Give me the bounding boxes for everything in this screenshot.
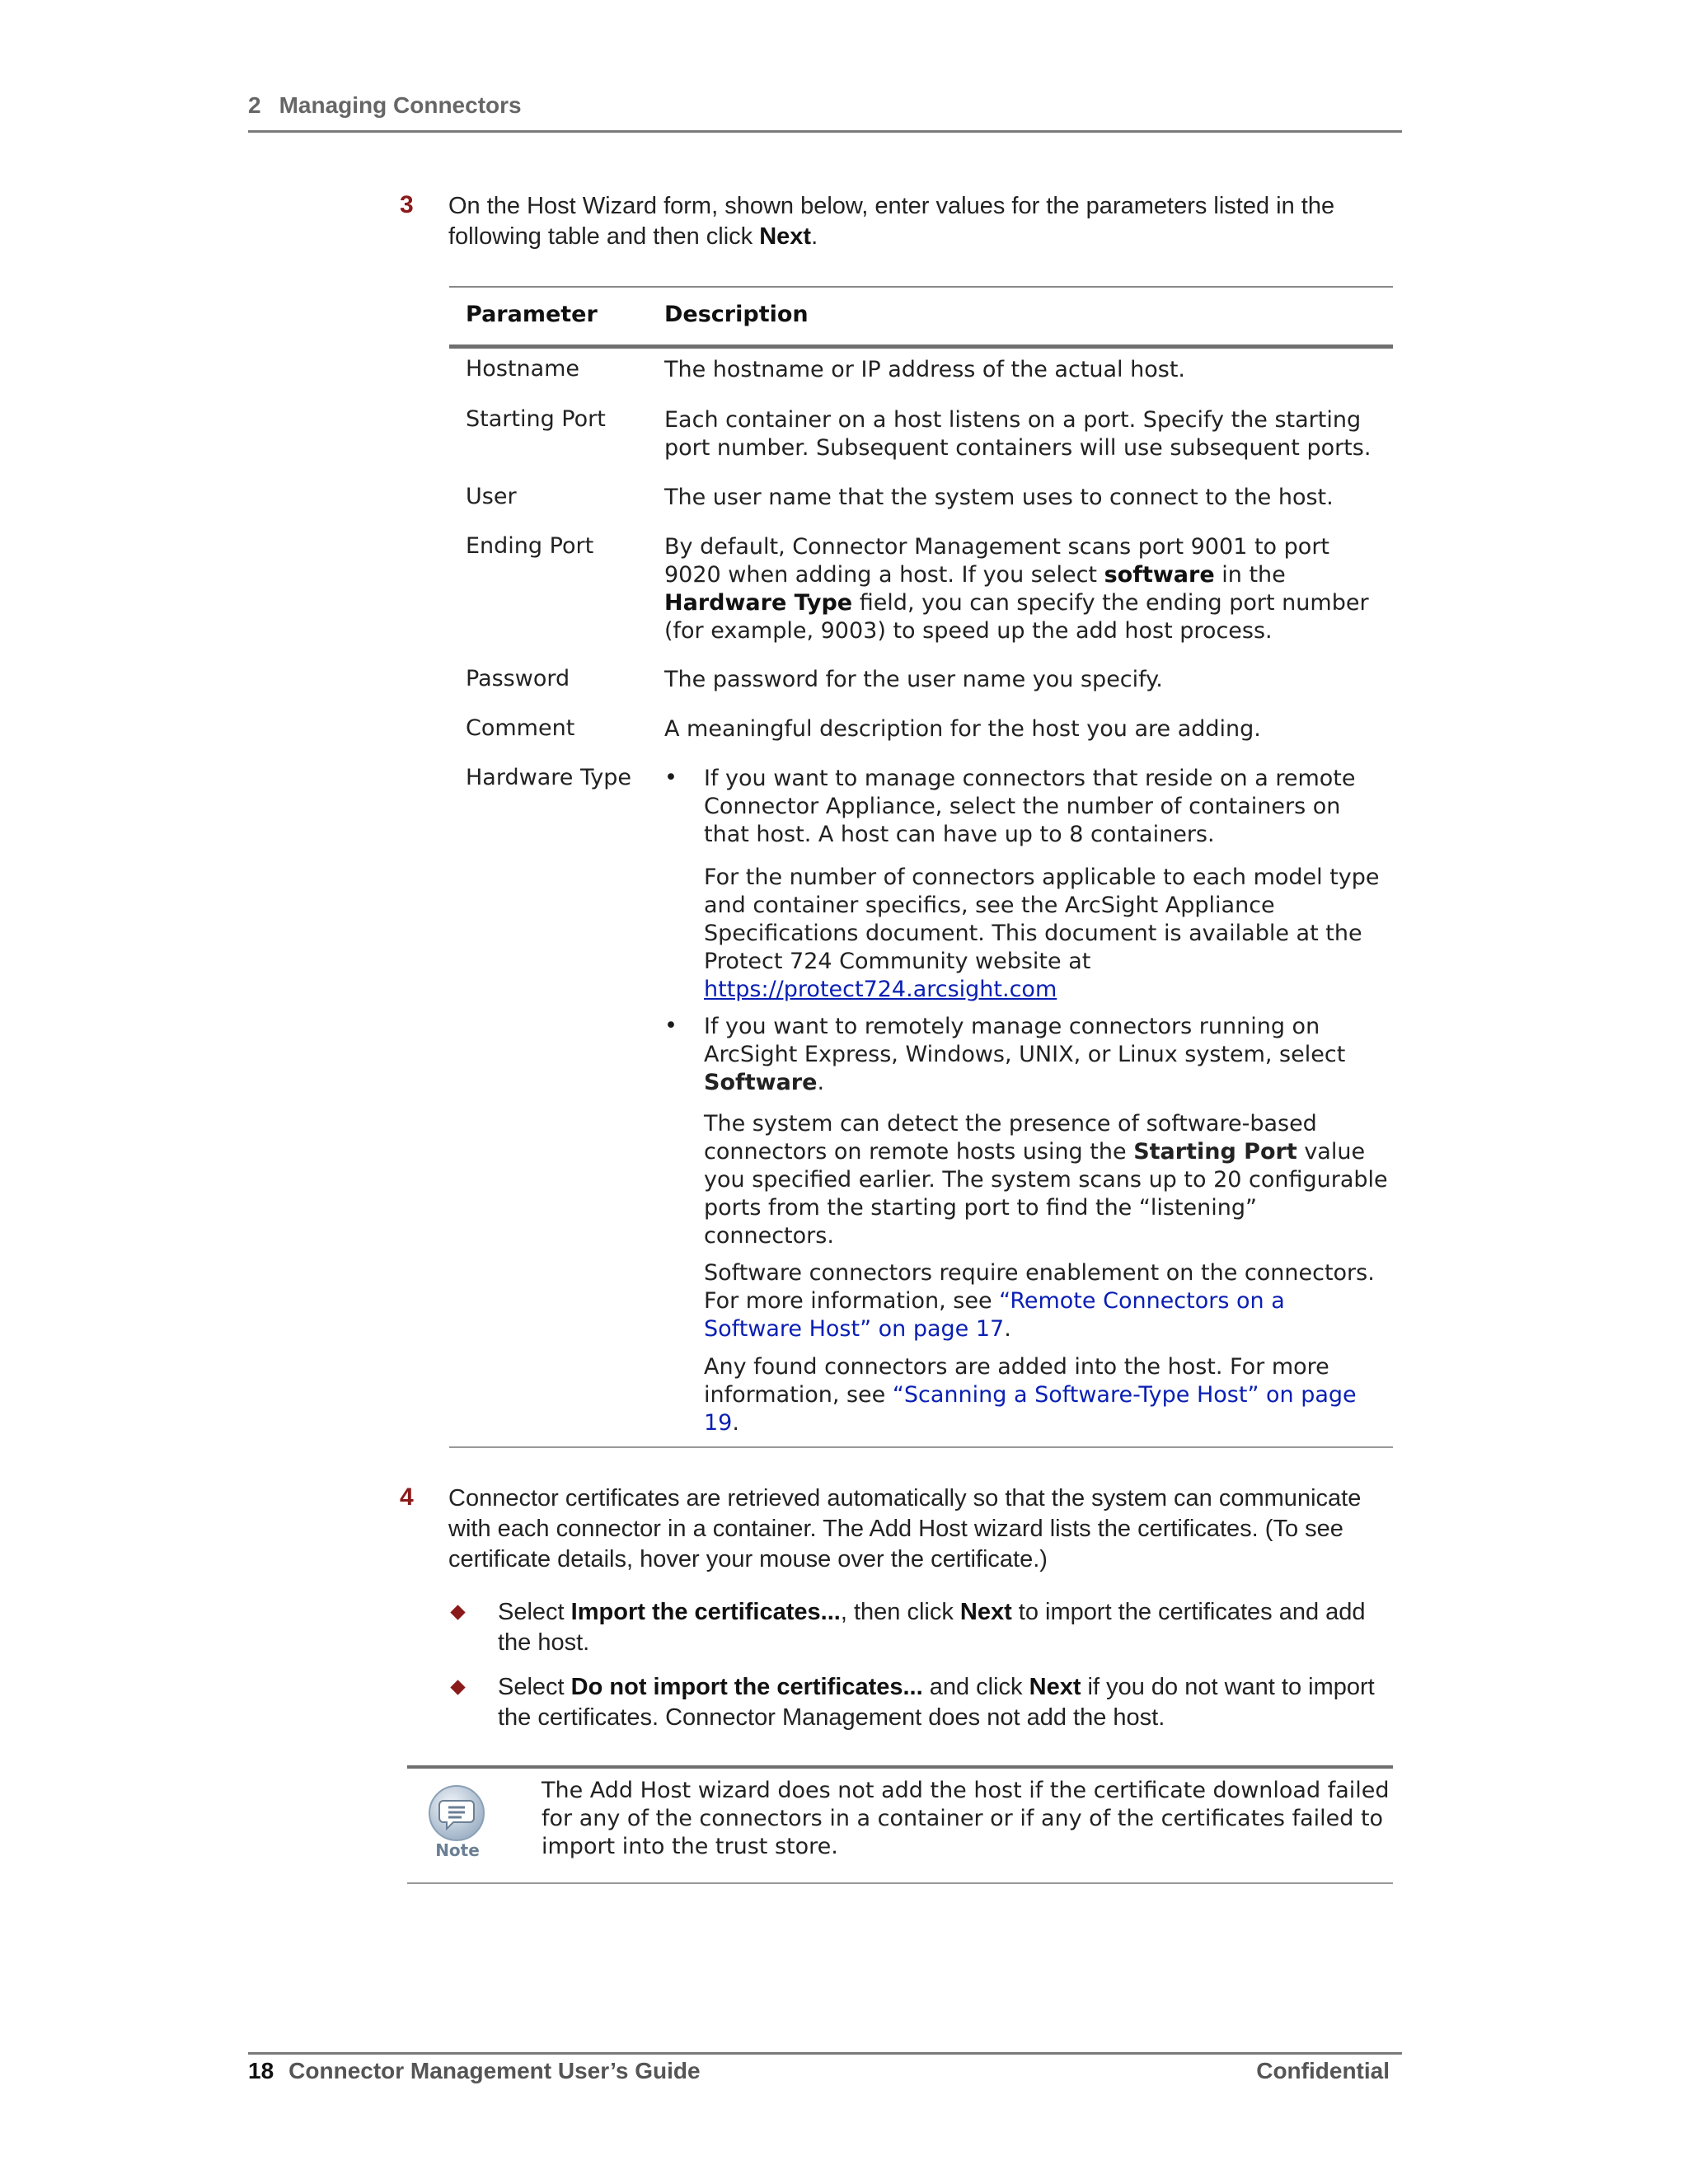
note-text: The Add Host wizard does not add the host if the certificate download failed for any of the connectors in a container or if any of the certificates failed to import into the trust store. — [542, 1778, 1390, 1859]
table-header-description: Description — [664, 302, 809, 327]
param-user: User — [466, 484, 517, 509]
table-header-parameter: Parameter — [466, 302, 598, 327]
step-3-text-a: On the Host Wizard form, shown below, enter values for the parameters listed in the following table and then click — [448, 193, 1335, 250]
step-3-number: 3 — [400, 191, 414, 218]
page-number: 18 — [248, 2058, 274, 2083]
hardware-para-3-a: Software connectors require enablement on the connectors. For more information, see — [704, 1260, 1375, 1314]
table-header-rule — [449, 344, 1393, 349]
hardware-bullet-2-software: Software — [704, 1070, 818, 1095]
hardware-para-4-a: Any found connectors are added into the host. For more information, see — [704, 1354, 1329, 1408]
step-3-text-b: . — [811, 223, 818, 250]
note-top-rule — [407, 1765, 1393, 1769]
hardware-para-2-c: value you specified earlier. The system scans up to 20 configurable ports from the starting port to find the “listening” connectors. — [704, 1139, 1388, 1249]
step-4-number: 4 — [400, 1483, 414, 1511]
desc-ending-port-software: software — [1104, 562, 1215, 588]
param-password: Password — [466, 666, 570, 691]
param-starting-port: Starting Port — [466, 406, 606, 432]
hardware-bullet-1: If you want to manage connectors that reside on a remote Connector Appliance, select the number of containers on that host. A host can have up to 8 containers. — [704, 766, 1356, 847]
desc-starting-port: Each container on a host listens on a port. Specify the starting port number. Subsequent containers will use subsequent ports. — [664, 407, 1372, 461]
hardware-para-4-c: . — [732, 1410, 739, 1436]
hardware-para-1 — [704, 864, 1390, 1004]
remote-connectors-link[interactable]: “Remote Connectors on a Software Host” on page 17 — [704, 1288, 1285, 1342]
step-4-bullet-2-a: Select — [498, 1674, 571, 1700]
hardware-para-2-starting-port: Starting Port — [1133, 1139, 1297, 1165]
chapter-number: 2 — [248, 92, 261, 118]
hardware-para-3 — [704, 1259, 1390, 1343]
note-bottom-rule — [407, 1882, 1393, 1884]
hardware-para-1-text: For the number of connectors applicable to each model type and container specifics, see the ArcSight Appliance Specifications document. This document is available at the Protect 724 Community website at — [704, 865, 1380, 974]
step-4-bullet-1-next: Next — [959, 1599, 1012, 1625]
header-rule — [248, 130, 1402, 133]
step-3-text — [448, 191, 1396, 252]
hardware-bullet-2-c: . — [817, 1070, 825, 1095]
chapter-title: Managing Connectors — [279, 92, 522, 118]
hardware-bullet-2-a: If you want to remotely manage connectors running on ArcSight Express, Windows, UNIX, or Linux system, select — [704, 1014, 1346, 1067]
param-hostname: Hostname — [466, 356, 580, 382]
desc-ending-port-e: field, you can specify the ending port number (for example, 9003) to speed up the add host process. — [664, 590, 1369, 644]
desc-ending-port-c: in the — [1214, 562, 1286, 588]
step-4-bullet-1-c: , then click — [840, 1599, 960, 1625]
step-4-bullet-2-c: and click — [922, 1674, 1029, 1700]
document-title: Connector Management User’s Guide — [288, 2058, 701, 2083]
param-hardware-type: Hardware Type — [466, 765, 631, 790]
param-comment: Comment — [466, 715, 575, 741]
hardware-para-2 — [704, 1110, 1390, 1250]
step-4-bullet-2-next: Next — [1029, 1674, 1081, 1700]
desc-ending-port-hardware-type: Hardware Type — [664, 590, 853, 616]
step-4-bullet-1 — [498, 1597, 1396, 1658]
step-3-next: Next — [759, 223, 812, 250]
diamond-bullet-icon — [450, 1680, 465, 1694]
desc-hostname: The hostname or IP address of the actual host. — [664, 357, 1186, 382]
hardware-para-4 — [704, 1353, 1390, 1437]
scanning-software-host-link[interactable]: “Scanning a Software-Type Host” on page 19 — [704, 1382, 1357, 1436]
footer-rule — [248, 2052, 1402, 2055]
protect724-link[interactable]: https://protect724.arcsight.com — [704, 977, 1057, 1002]
note-label: Note — [435, 1840, 480, 1860]
hardware-para-2-a: The system can detect the presence of software-based connectors on remote hosts using the — [704, 1111, 1317, 1165]
table-top-rule — [449, 286, 1393, 288]
desc-ending-port — [664, 533, 1390, 645]
running-header — [248, 92, 522, 119]
step-4-bullet-2-e: if you do not want to import the certificates. Connector Management does not add the host. — [498, 1674, 1375, 1731]
desc-user: The user name that the system uses to connect to the host. — [664, 485, 1334, 510]
footer-left — [248, 2058, 701, 2084]
desc-password: The password for the user name you specify. — [664, 667, 1163, 692]
hardware-para-3-c: . — [1004, 1316, 1011, 1342]
step-4-text: Connector certificates are retrieved automatically so that the system can communicate with each connector in a container. The Add Host wizard lists the certificates. (To see certificate details, hover your mouse over the certificate.) — [448, 1485, 1362, 1572]
note-icon — [424, 1784, 490, 1858]
desc-ending-port-a: By default, Connector Management scans port 9001 to port 9020 when adding a host. If you select — [664, 534, 1330, 588]
step-4-bullet-2 — [498, 1672, 1396, 1733]
hardware-bullet-2 — [704, 1013, 1390, 1097]
import-certificates-option: Import the certificates... — [570, 1599, 841, 1625]
desc-comment: A meaningful description for the host you are adding. — [664, 716, 1261, 742]
bullet-dot: • — [664, 1013, 678, 1038]
step-4-bullet-1-e: to import the certificates and add the host. — [498, 1599, 1366, 1656]
step-4-bullet-1-a: Select — [498, 1599, 571, 1625]
table-bottom-rule — [449, 1446, 1393, 1448]
bullet-dot: • — [664, 765, 678, 790]
do-not-import-option: Do not import the certificates... — [570, 1674, 923, 1700]
confidential-label: Confidential — [1256, 2058, 1390, 2083]
param-ending-port: Ending Port — [466, 533, 594, 559]
diamond-bullet-icon — [450, 1605, 465, 1619]
